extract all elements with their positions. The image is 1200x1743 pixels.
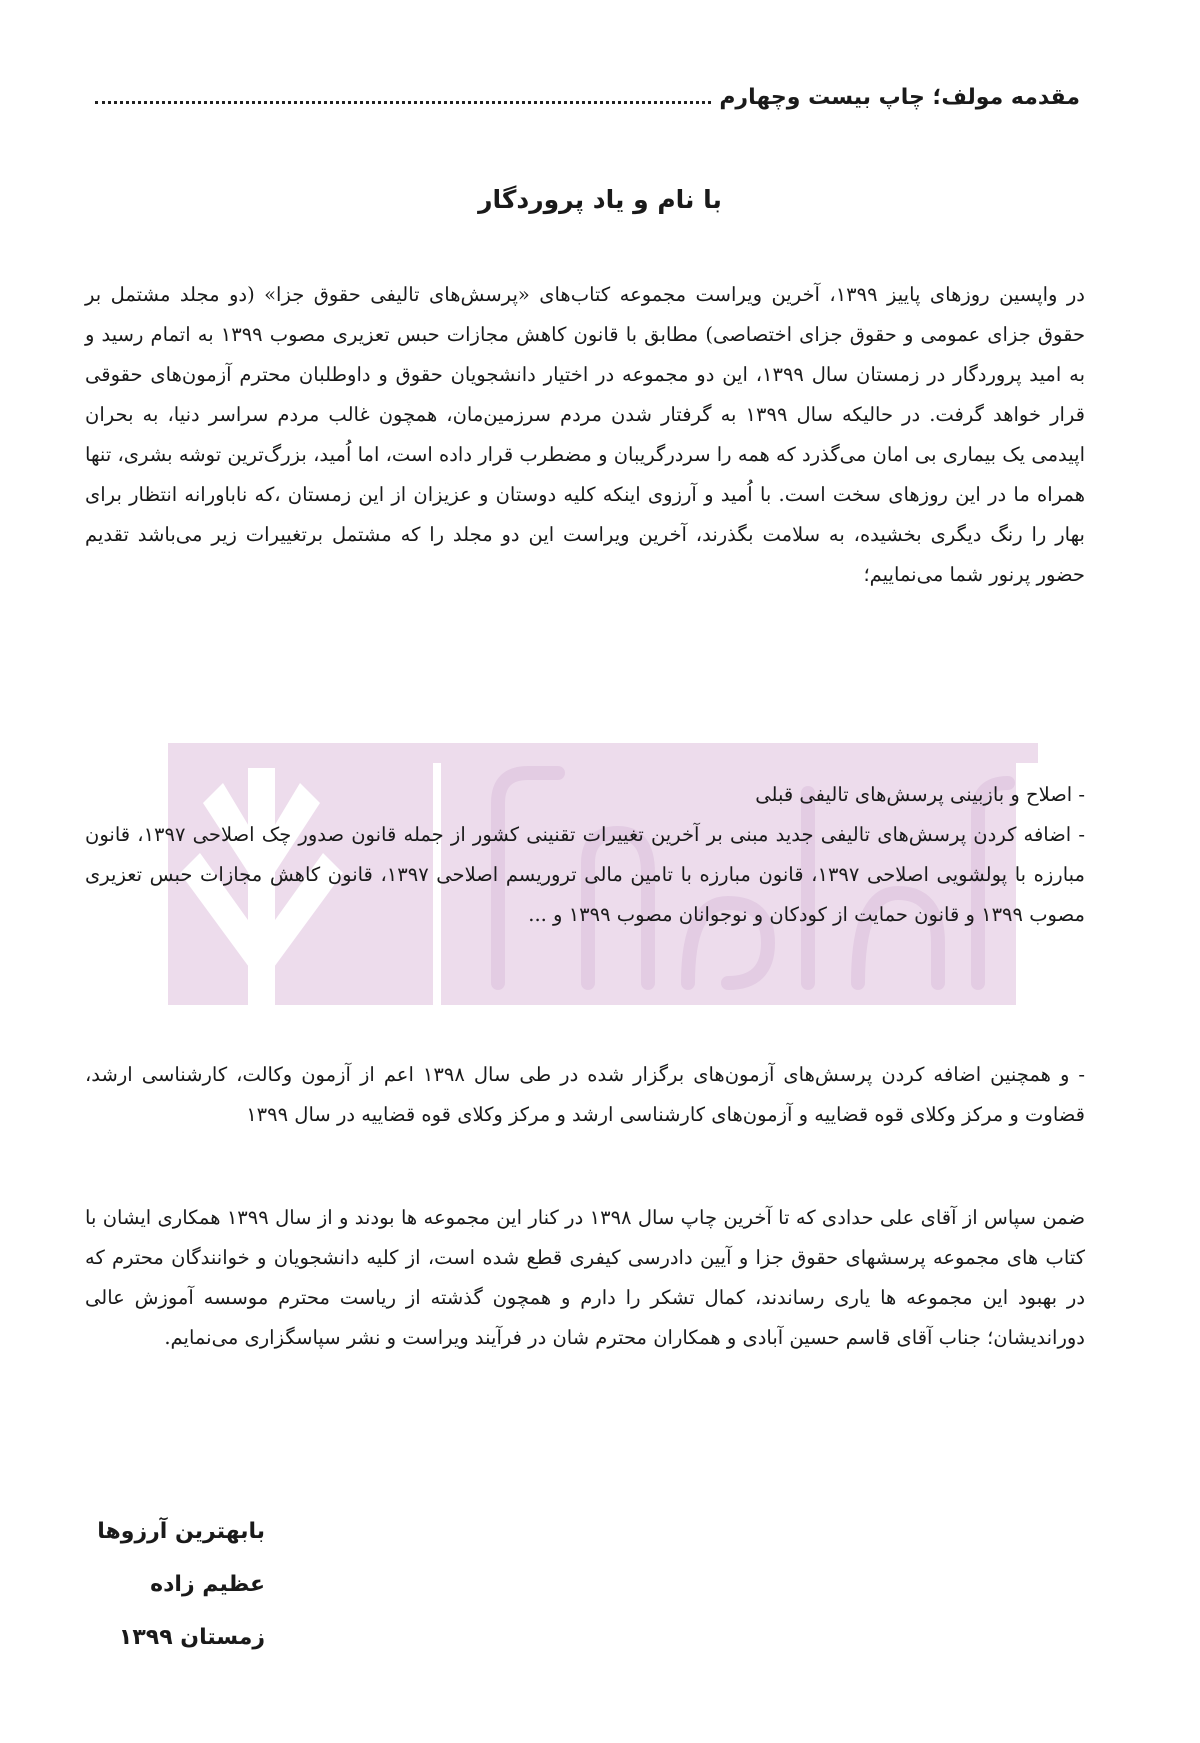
signature-date: زمستان ۱۳۹۹ [118,1625,265,1650]
list-item: - اضافه کردن پرسش‌های تالیفی جدید مبنی بر آخرین تغییرات تقنینی کشور از جمله قانون صدور چک اصلاحی ۱۳۹۷، قانون مبارزه با پولشویی اصلاحی ۱۳۹۷، قانون مبارزه با تامین مالی تروریسم اصلاحی ۱۳۹۷، قانون کاهش مجازات حبس تعزیری مصوب ۱۳۹۹ و قانون حمایت از کودکان و نوجوانان مصوب ۱۳۹۹ و ... [85,823,1085,926]
intro-paragraph: در واپسین روزهای پاییز ۱۳۹۹، آخرین ویراست مجموعه کتاب‌های «پرسش‌های تالیفی حقوق جزا» (دو مجلد مشتمل بر حقوق جزای عمومی و حقوق جزای اختصاصی) مطابق با قانون کاهش مجازات حبس تعزیری مصوب ۱۳۹۹ به اتمام رسید و به امید پروردگار در زمستان سال ۱۳۹۹، این دو مجموعه در اختیار دانشجویان حقوق و داوطلبان محترم آزمون‌های حقوقی قرار خواهد گرفت. در حالیکه سال ۱۳۹۹ به گرفتار شدن مردم سرزمین‌مان، همچون غالب مردم سراسر دنیا، به بحران اپیدمی یک بیماری بی امان می‌گذرد که همه را سردرگریبان و مضطرب قرار داده است، اما اُمید، بزرگ‌ترین توشه بشری، تنها همراه ما در این روزهای سخت است. با اُمید و آرزوی اینکه کلیه دوستان و عزیزان از این زمستان ،که ناباورانه انتظار برای بهار را رنگ دیگری بخشیده، به سلامت بگذرند، آخرین ویراست این دو مجلد را که مشتمل برتغییرات زیر می‌باشد تقدیم حضور پرنور شما می‌نماییم؛ [85,283,1085,586]
header-dotted-leader [95,101,711,104]
thanks-paragraph: ضمن سپاس از آقای علی حدادی که تا آخرین چاپ سال ۱۳۹۸ در کنار این مجموعه ها بودند و از سال ۱۳۹۹ همکاری ایشان با کتاب های مجموعه پرسشهای حقوق جزا و آیین دادرسی کیفری قطع شده است، از کلیه دانشجویان و خوانندگان محترم که در بهبود این مجموعه ها یاری رساندند، کمال تشکر را دارم و همچون گذشته از ریاست محترم موسسه آموزش عالی دوراندیشان؛ جناب آقای قاسم حسین آبادی و همکاران محترم شان در فرآیند ویراست و نشر سپاسگزاری می‌نمایم. [85,1206,1086,1349]
running-title: مقدمه مولف؛ چاپ بیست وچهارم [719,85,1080,110]
list-item: - اصلاح و بازبینی پرسش‌های تالیفی قبلی [755,783,1085,806]
changes-list [85,775,1085,935]
running-header [95,62,1080,110]
exams-paragraph: - و همچنین اضافه کردن پرسش‌های آزمون‌های برگزار شده در طی سال ۱۳۹۸ اعم از آزمون وکالت، کارشناسی ارشد، قضاوت و مرکز وکلای قوه قضاییه و آزمون‌های کارشناسی ارشد و مرکز وکلای قوه قضاییه در سال ۱۳۹۹ [85,1063,1085,1126]
closing-line: بابهترین آرزوها [97,1519,265,1544]
document-title: با نام و یاد پروردگار [478,185,722,214]
signature-block [25,1505,265,1664]
author-name: عظیم زاده [150,1572,265,1597]
